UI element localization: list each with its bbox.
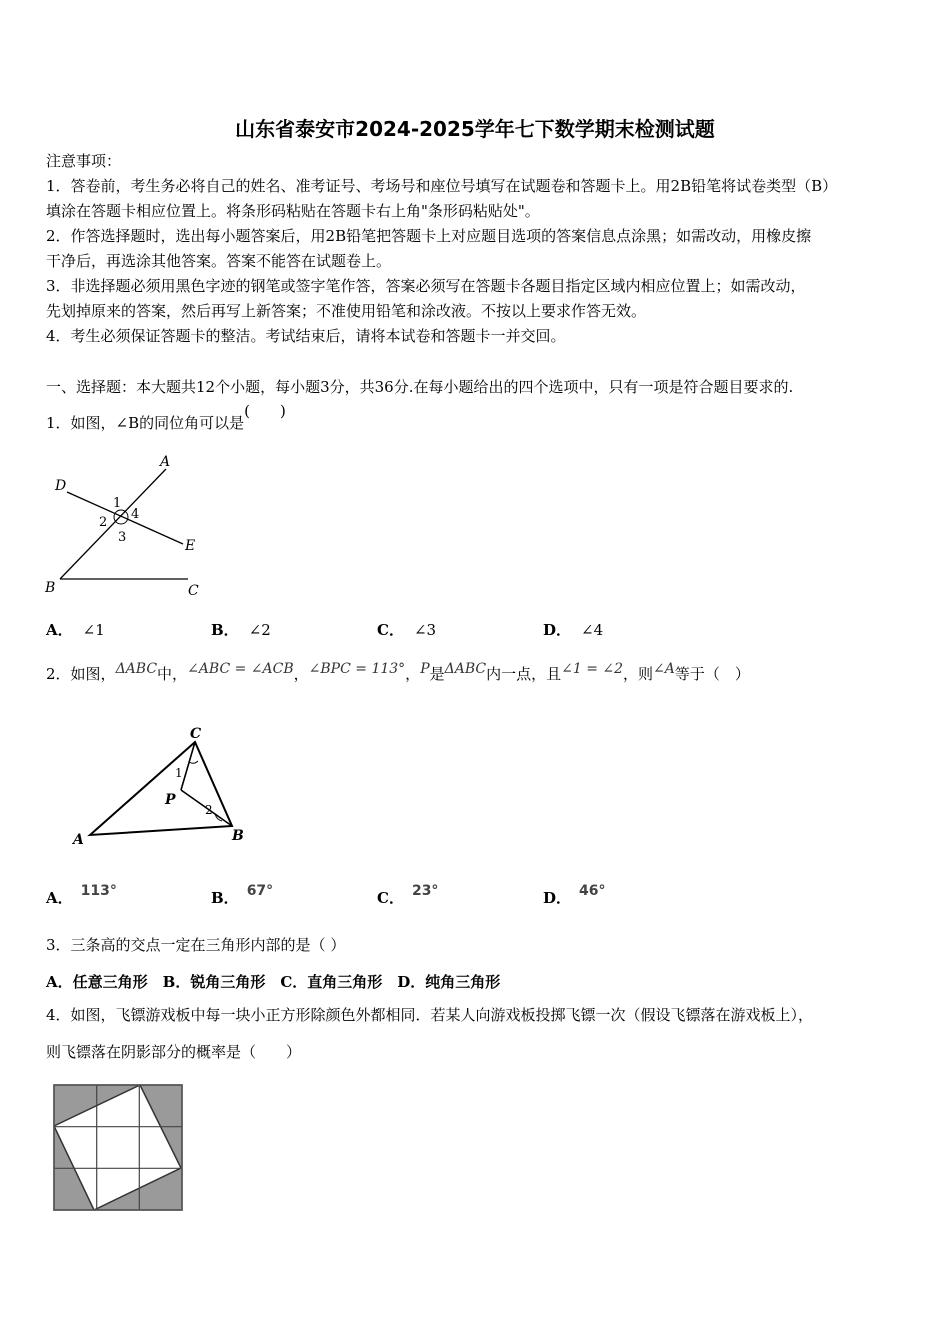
angle-2: 2	[99, 515, 108, 530]
angle-1: 1	[113, 496, 122, 511]
notice-line: 4．考生必须保证答题卡的整洁。考试结束后，请将本试卷和答题卡一并交回。	[46, 327, 566, 345]
angle-3: 3	[118, 530, 127, 545]
question-text: 如图，飞镖游戏板中每一块小正方形除颜色外都相同．若某人向游戏板投掷飞镖一次（假设飞镖落在游戏板上），	[70, 1006, 814, 1024]
answer-paren: ( )	[244, 402, 286, 420]
label-C: C	[190, 726, 202, 742]
q2-option-d[interactable]: D． 46°	[543, 883, 606, 907]
q1-option-a[interactable]: A． ∠1	[46, 621, 105, 639]
formula: ΔABC	[444, 661, 487, 677]
question-text: 三条高的交点一定在三角形内部的是（ ）	[70, 936, 346, 954]
formula: ∠1 = ∠2	[561, 661, 624, 677]
label-B: B	[45, 580, 56, 596]
page-title: 山东省泰安市2024-2025学年七下数学期末检测试题	[235, 117, 715, 141]
question-text: ，则	[623, 665, 654, 683]
q1-option-b[interactable]: B． ∠2	[211, 621, 271, 639]
q2-option-b[interactable]: B． 67°	[211, 883, 274, 907]
section-heading: 一、选择题：本大题共12个小题，每小题3分，共36分.在每小题给出的四个选项中，只有一项是符合题目要求的.	[46, 378, 794, 396]
angle-1: 1	[175, 766, 183, 780]
q1-option-c[interactable]: C． ∠3	[377, 621, 437, 639]
notice-line: 2．作答选择题时，选出每小题答案后，用2B铅笔把答题卡上对应题目选项的答案信息点涂黑；如需改动，用橡皮擦	[46, 227, 812, 245]
label-A: A	[73, 832, 84, 848]
question-2	[46, 661, 750, 684]
q1-option-d[interactable]: D． ∠4	[543, 621, 604, 639]
notice-line: 干净后，再选涂其他答案。答案不能答在试题卷上。	[46, 252, 392, 270]
question-text: 中，	[157, 665, 188, 683]
notice-line: 1．答卷前，考生务必将自己的姓名、准考证号、考场号和座位号填写在试题卷和答题卡上。用2B铅笔将试卷类型（B）	[46, 177, 838, 195]
question-text: 如图，	[70, 665, 116, 683]
q2-figure	[65, 722, 255, 852]
question-number: 1．	[46, 414, 71, 432]
question-text: 等于（ ）	[674, 665, 750, 683]
question-text: 是	[429, 665, 445, 683]
label-E: E	[185, 538, 196, 554]
q2-option-a[interactable]: A． 113°	[46, 883, 117, 907]
q1-figure	[40, 450, 220, 605]
question-4	[46, 1006, 813, 1024]
label-D: D	[55, 478, 67, 494]
q4-dartboard-figure	[50, 1081, 186, 1213]
angle-4: 4	[131, 507, 140, 522]
question-4-line2: 则飞镖落在阴影部分的概率是（ ）	[46, 1043, 302, 1061]
formula: ΔABC	[115, 661, 158, 677]
q2-option-c[interactable]: C． 23°	[377, 883, 439, 907]
question-1	[46, 402, 286, 432]
question-number: 3．	[46, 936, 71, 954]
question-text: ，	[405, 665, 421, 683]
formula: P	[420, 661, 430, 677]
question-number: 2．	[46, 665, 71, 683]
label-A: A	[160, 454, 171, 470]
formula: ∠A	[653, 661, 675, 677]
question-text: 如图，∠B的同位角可以是	[70, 414, 245, 432]
angle-2: 2	[205, 803, 213, 817]
label-C: C	[188, 583, 199, 599]
question-text: 内一点，且	[486, 665, 562, 683]
notice-heading: 注意事项：	[46, 152, 122, 170]
notice-line: 先划掉原来的答案，然后再写上新答案；不准使用铅笔和涂改液。不按以上要求作答无效。	[46, 302, 647, 320]
formula: ∠BPC = 113°	[308, 661, 406, 677]
label-B: B	[232, 828, 244, 844]
notice-line: 3．非选择题必须用黑色字迹的钢笔或签字笔作答，答案必须写在答题卡各题目指定区域内相应位置上；如需改动，	[46, 277, 806, 295]
question-number: 4．	[46, 1006, 71, 1024]
question-3	[46, 936, 345, 954]
question-text: ，	[293, 665, 309, 683]
notice-line: 填涂在答题卡相应位置上。将条形码粘贴在答题卡右上角"条形码粘贴处"。	[46, 202, 540, 220]
label-P: P	[165, 792, 176, 808]
formula: ∠ABC = ∠ACB	[187, 661, 294, 677]
q3-options[interactable]: A．任意三角形 B．锐角三角形 C．直角三角形 D．纯角三角形	[46, 973, 501, 991]
